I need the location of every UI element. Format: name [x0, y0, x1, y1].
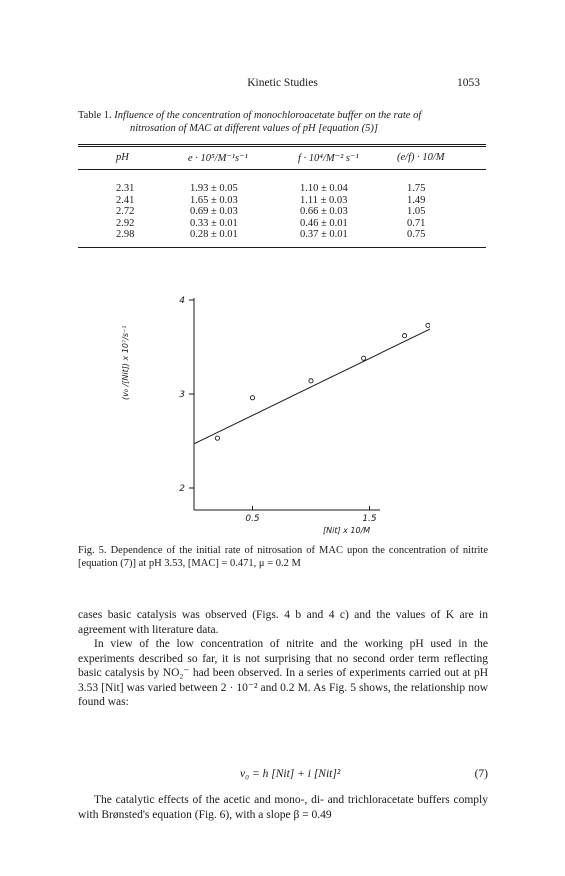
table-cell: 0.37 ± 0.01 — [300, 229, 348, 241]
table-cell: 1.75 — [407, 183, 426, 194]
data-point — [309, 379, 313, 383]
x-axis-label: [Nit] x 10/M — [323, 526, 371, 535]
table-cell: 1.05 — [407, 206, 426, 218]
data-point — [426, 323, 430, 327]
col-header-f: f · 10⁴/M⁻² s⁻¹ — [298, 153, 359, 164]
table-cell: 1.11 ± 0.03 — [300, 194, 348, 206]
equation-number: (7) — [474, 768, 488, 780]
table-top-rule — [78, 144, 486, 145]
table-caption-line2: nitrosation of MAC at different values of pH [equation (5)] — [130, 123, 378, 134]
figure-caption: Fig. 5. Dependence of the initial rate of nitrosation of MAC upon the concentration of nitrite [equation (7)] at pH 3.53, [MAC] = 0.471, μ = 0.2 M — [78, 545, 488, 569]
table-cell: 1.93 ± 0.05 — [190, 183, 238, 194]
table-cell: 2.72 — [116, 206, 135, 218]
table-bottom-rule — [78, 247, 486, 248]
table-cell: 0.28 ± 0.01 — [190, 229, 238, 241]
table-cell: 0.66 ± 0.03 — [300, 206, 348, 218]
table-cell: 2.98 — [116, 229, 135, 241]
running-title: Kinetic Studies — [247, 77, 318, 89]
table-cell: 0.33 ± 0.01 — [190, 217, 238, 229]
paragraph-1: cases basic catalysis was observed (Figs. 4 b and 4 c) and the values of K are in agreement with literature data. — [78, 609, 488, 636]
table-cell: 1.49 — [407, 194, 426, 206]
table-header-rule — [78, 169, 486, 170]
table-caption-line1: Influence of the concentration of monochloroacetate buffer on the rate of — [114, 110, 422, 121]
y-tick-label: 3 — [179, 390, 185, 400]
table-cell: 0.69 ± 0.03 — [190, 206, 238, 218]
data-point — [362, 356, 366, 360]
table-cell: 1.65 ± 0.03 — [190, 194, 238, 206]
table-cell: 1.10 ± 0.04 — [300, 183, 348, 194]
table-cell: 2.31 — [116, 183, 135, 194]
x-tick-label: 1.5 — [362, 514, 377, 524]
page-number: 1053 — [457, 77, 480, 89]
table-cell: 0.71 — [407, 217, 426, 229]
figure-5-plot — [140, 290, 430, 540]
plot-ticks — [179, 296, 377, 524]
col-header-ratio: (e/f) · 10/M — [397, 152, 445, 163]
y-axis-label: (v₀ /[Nit]) x 10⁷/s⁻¹ — [121, 325, 130, 400]
data-point — [403, 334, 407, 338]
paragraph-3: The catalytic effects of the acetic and mono-, di- and trichloracetate buffers comply with Brønsted's equation (Fig. 6), with a slope β = 0.49 — [78, 794, 488, 821]
table-cell: 2.92 — [116, 217, 135, 229]
table-cell: 2.41 — [116, 194, 135, 206]
y-tick-label: 4 — [179, 296, 185, 306]
table-cell: 0.75 — [407, 229, 426, 241]
table-top-rule-2 — [78, 146, 486, 147]
paragraph-2: In view of the low concentration of nitrite and the working pH used in the experiments described so far, it is not surprising that no second order term reflecting basic catalysis by NO₂⁻ had been observed. In a series of experiments carried out at pH 3.53 [Nit] was varied between 2 · 10⁻² and 0.2 M. As Fig. 5 shows, the relationship now found was: — [78, 638, 488, 709]
table-caption — [78, 109, 488, 135]
table-caption-label: Table 1. — [78, 110, 112, 121]
x-tick-label: 0.5 — [245, 514, 260, 524]
col-header-e: e · 10⁵/M⁻¹s⁻¹ — [188, 153, 248, 164]
plot-axes — [194, 298, 380, 510]
table-cell: 0.46 ± 0.01 — [300, 217, 348, 229]
equation-text: v₀ = h [Nit] + i [Nit]² — [240, 768, 341, 780]
data-point — [250, 396, 254, 400]
y-tick-label: 2 — [179, 484, 185, 494]
col-header-ph: pH — [116, 152, 129, 163]
data-point — [215, 436, 219, 440]
